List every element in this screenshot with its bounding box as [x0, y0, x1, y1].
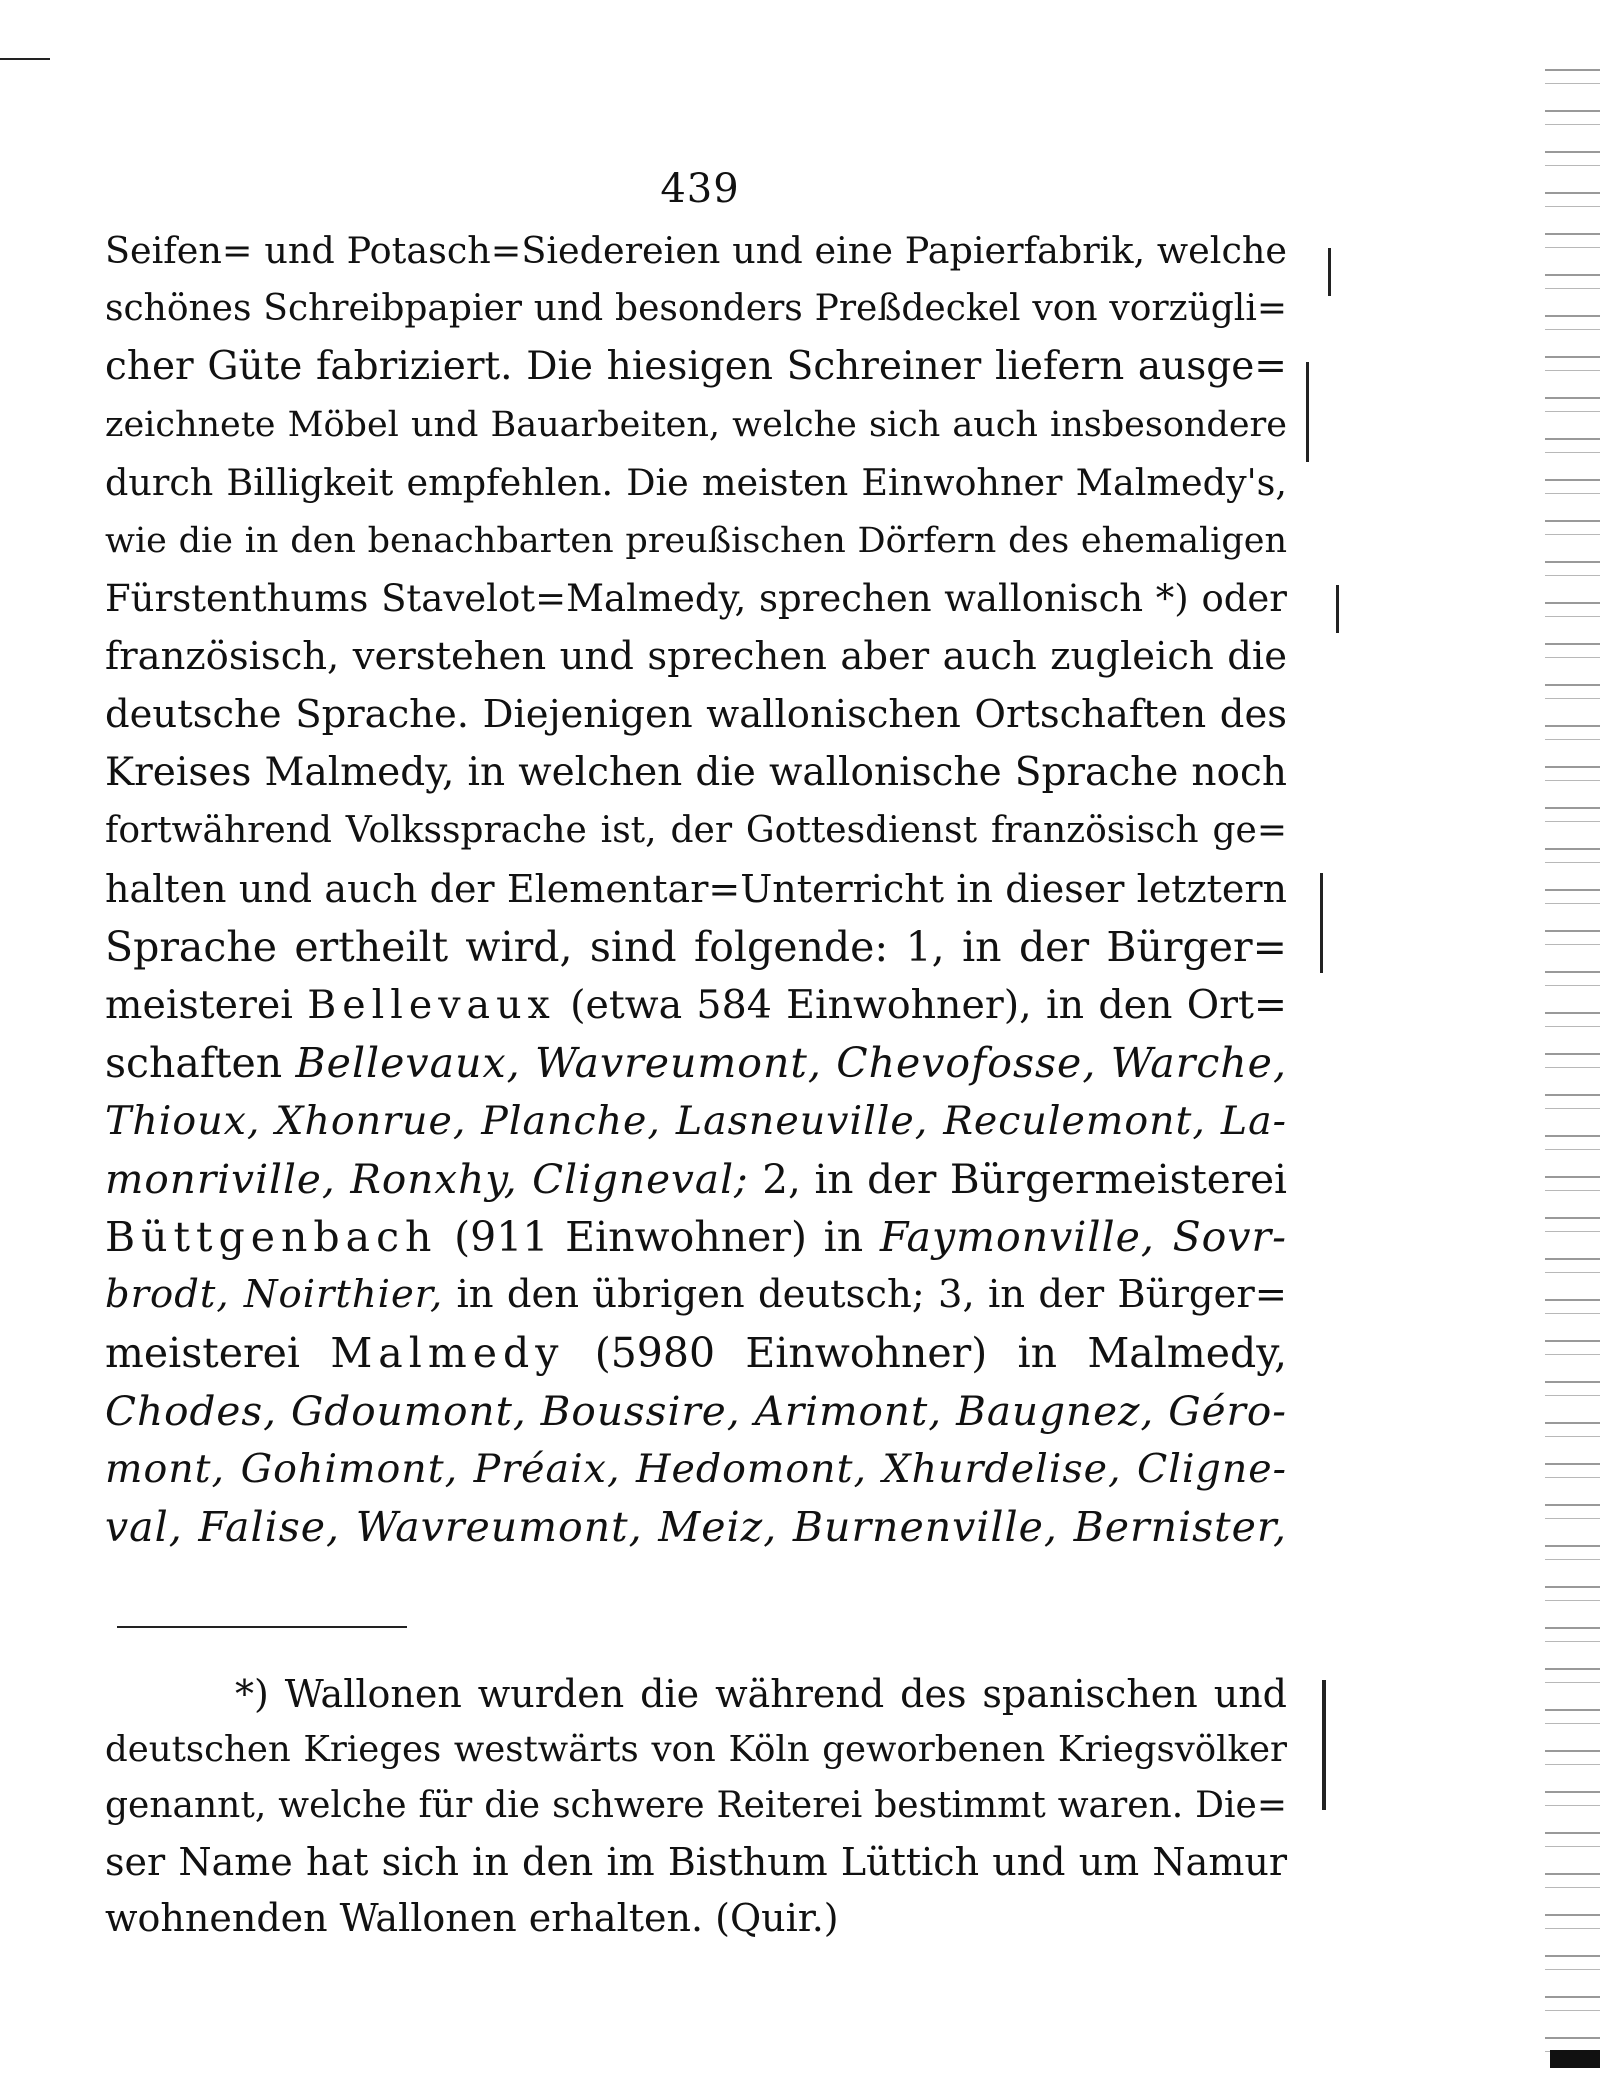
scan-edge-artifact [1550, 2050, 1600, 2068]
margin-mark [1322, 1680, 1326, 1810]
text-line: zeichnete Möbel und Bauarbeiten, welche sich auch insbesondere [105, 405, 1287, 445]
text-segment: meisterei [105, 982, 293, 1028]
footnote [105, 1666, 1287, 1946]
text-line: Seifen= und Potasch=Siedereien und eine Papierfabrik, welche [105, 229, 1287, 272]
place-name-spaced: Bellevaux [307, 982, 556, 1028]
top-left-rule [0, 58, 50, 60]
text-line: mont, Gohimont, Préaix, Hedomont, Xhurdelise, Cligne- [105, 1446, 1287, 1492]
footnote-line: genannt, welche für die schwere Reiterei bestimmt waren. Die= [105, 1785, 1287, 1826]
margin-mark [1320, 873, 1323, 973]
text-line: halten und auch der Elementar=Unterricht in dieser letztern [105, 867, 1287, 911]
village-list-italic: brodt, Noirthier, [105, 1272, 444, 1317]
margin-mark [1306, 362, 1309, 462]
text-line: Sprache ertheilt wird, sind folgende: 1, in der Bürger= [105, 923, 1287, 971]
text-line [105, 1266, 1287, 1324]
text-line [105, 1034, 1287, 1092]
margin-mark [1328, 248, 1331, 296]
footnote-line: *) Wallonen wurden die während des spanischen und [235, 1672, 1287, 1716]
text-line: deutsche Sprache. Diejenigen wallonischen Ortschaften des [105, 692, 1287, 737]
body-text [105, 222, 1287, 1556]
text-segment: (911 Einwohner) in [454, 1213, 864, 1261]
village-list-italic: monriville, Ronxhy, Cligneval; [105, 1155, 749, 1203]
text-line: schönes Schreibpapier und besonders Preßdeckel von vorzügli= [105, 288, 1287, 329]
village-list-italic: Bellevaux, Wavreumont, Chevofosse, Warche, [295, 1039, 1287, 1087]
text-line: Fürstenthums Stavelot=Malmedy, sprechen wallonisch *) oder [105, 577, 1287, 620]
text-line: Chodes, Gdoumont, Boussire, Arimont, Baugnez, Géro- [105, 1387, 1287, 1435]
text-line: durch Billigkeit empfehlen. Die meisten Einwohner Malmedy's, [105, 461, 1287, 504]
text-segment: in den übrigen deutsch; 3, in der Bürger= [456, 1272, 1287, 1317]
text-line: Kreises Malmedy, in welchen die wallonische Sprache noch [105, 750, 1287, 795]
margin-mark [1336, 585, 1339, 633]
page-number: 439 [660, 166, 740, 212]
text-line [105, 1208, 1287, 1266]
text-segment: 2, in der Bürgermeisterei [762, 1155, 1287, 1203]
text-line: fortwährend Volkssprache ist, der Gottesdienst französisch ge= [105, 810, 1287, 851]
text-line: französisch, verstehen und sprechen aber auch zugleich die [105, 634, 1287, 679]
text-line: wie die in den benachbarten preußischen Dörfern des ehemaligen [105, 521, 1287, 561]
footnote-separator [117, 1626, 407, 1628]
text-line: cher Güte fabriziert. Die hiesigen Schreiner liefern ausge= [105, 344, 1287, 389]
place-name-spaced: Büttgenbach [105, 1213, 438, 1261]
text-line [105, 1324, 1287, 1382]
text-line: Thioux, Xhonrue, Planche, Lasneuville, Reculemont, La- [105, 1098, 1287, 1144]
text-line [105, 976, 1287, 1034]
text-segment: schaften [105, 1039, 283, 1087]
village-list-italic: Faymonville, Sovr- [879, 1213, 1287, 1261]
text-segment: (etwa 584 Einwohner), in den Ort= [570, 982, 1287, 1028]
footnote-line: ser Name hat sich in den im Bisthum Lüttich und um Namur [105, 1840, 1287, 1884]
footnote-line: deutschen Krieges westwärts von Köln geworbenen Kriegsvölker [105, 1729, 1287, 1770]
text-line: val, Falise, Wavreumont, Meiz, Burnenville, Bernister, [105, 1503, 1287, 1551]
text-segment: meisterei [105, 1329, 301, 1377]
text-segment: (5980 Einwohner) in Malmedy, [594, 1329, 1287, 1377]
place-name-spaced: Malmedy [330, 1329, 565, 1377]
scan-edge-artifact [1545, 60, 1600, 2070]
footnote-line: wohnenden Wallonen erhalten. (Quir.) [105, 1896, 839, 1940]
text-line [105, 1150, 1287, 1208]
